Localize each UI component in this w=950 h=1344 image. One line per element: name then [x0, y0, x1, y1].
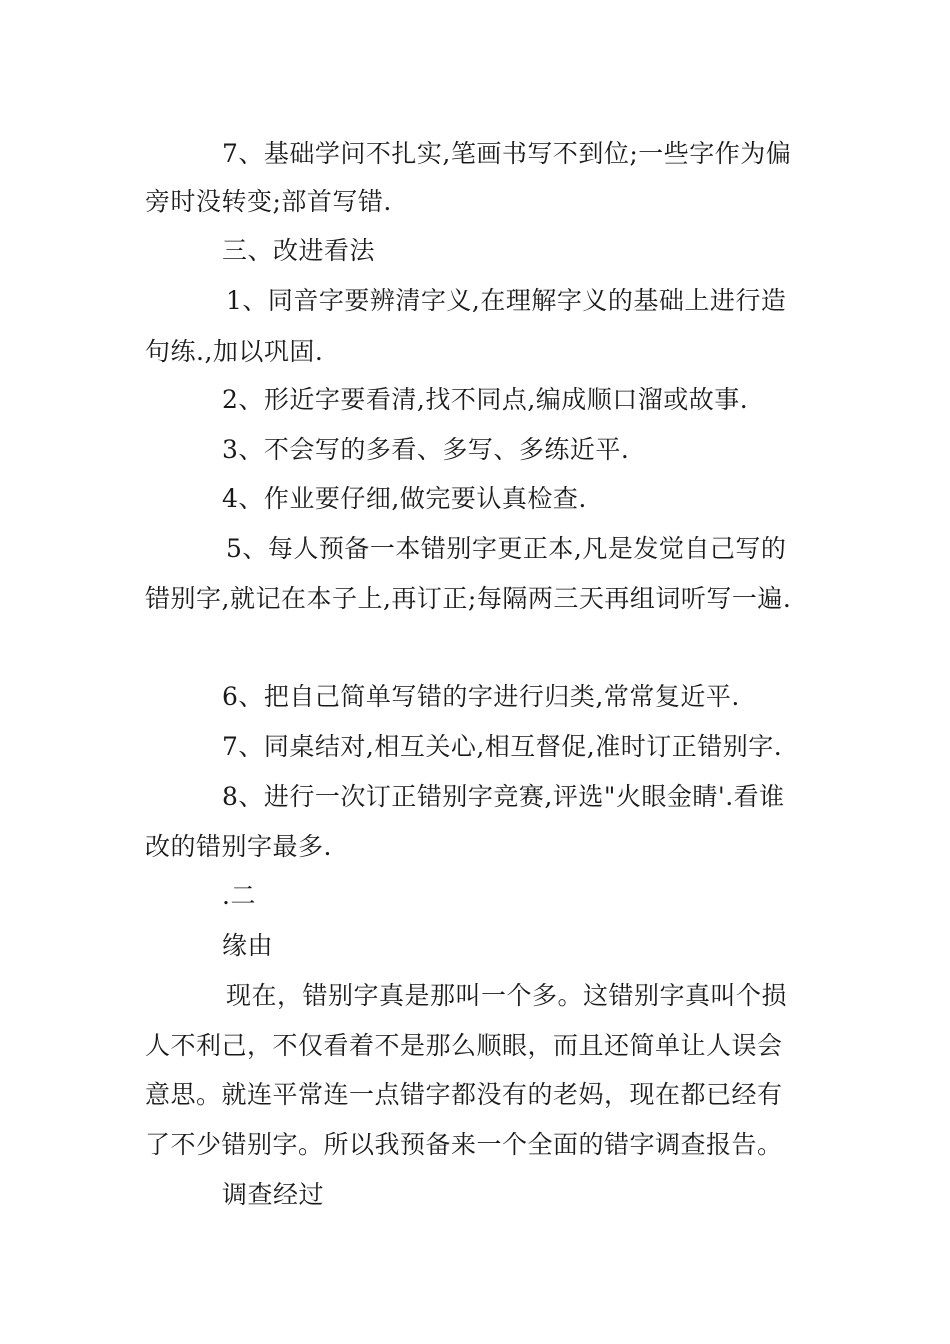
paragraph-line-19: 意思。就连平常连一点错字都没有的老妈，现在都已经有 — [145, 1080, 783, 1109]
paragraph-line-20: 了不少错别字。所以我预备来一个全面的错字调查报告。 — [145, 1130, 783, 1159]
paragraph-line-14: 改的错别字最多. — [145, 832, 332, 861]
paragraph-line-1: 7、基础学问不扎实,笔画书写不到位;一些字作为偏 — [222, 139, 792, 168]
paragraph-line-10: 错别字,就记在本子上,再订正;每隔两三天再组词听写一遍. — [145, 584, 792, 613]
section-heading-process: 调查经过 — [222, 1180, 325, 1209]
section-heading-improvement: 三、改进看法 — [222, 236, 376, 265]
paragraph-line-4: 1、同音字要辨清字义,在理解字义的基础上进行造 — [226, 286, 787, 315]
section-heading-reason: 缘由 — [222, 931, 274, 960]
paragraph-line-13: 8、进行一次订正错别字竞赛,评选"火眼金睛'.看谁 — [222, 782, 785, 811]
paragraph-line-5: 句练.,加以巩固. — [145, 337, 324, 366]
paragraph-line-2: 旁时没转变;部首写错. — [145, 187, 392, 216]
paragraph-line-9: 5、每人预备一本错别字更正本,凡是发觉自己写的 — [226, 534, 787, 563]
paragraph-line-11: 6、把自己简单写错的字进行归类,常常复近平. — [222, 682, 740, 711]
paragraph-line-8: 4、作业要仔细,做完要认真检查. — [222, 484, 587, 513]
paragraph-line-7: 3、不会写的多看、多写、多练近平. — [222, 435, 630, 464]
section-marker-two: .二 — [222, 881, 256, 910]
paragraph-line-6: 2、形近字要看清,找不同点,编成顺口溜或故事. — [222, 385, 749, 414]
paragraph-line-12: 7、同桌结对,相互关心,相互督促,准时订正错别字. — [222, 732, 783, 761]
paragraph-line-17: 现在，错别字真是那叫一个多。这错别字真叫个损 — [226, 981, 788, 1010]
paragraph-line-18: 人不利己，不仅看着不是那么顺眼，而且还简单让人误会 — [145, 1031, 783, 1060]
